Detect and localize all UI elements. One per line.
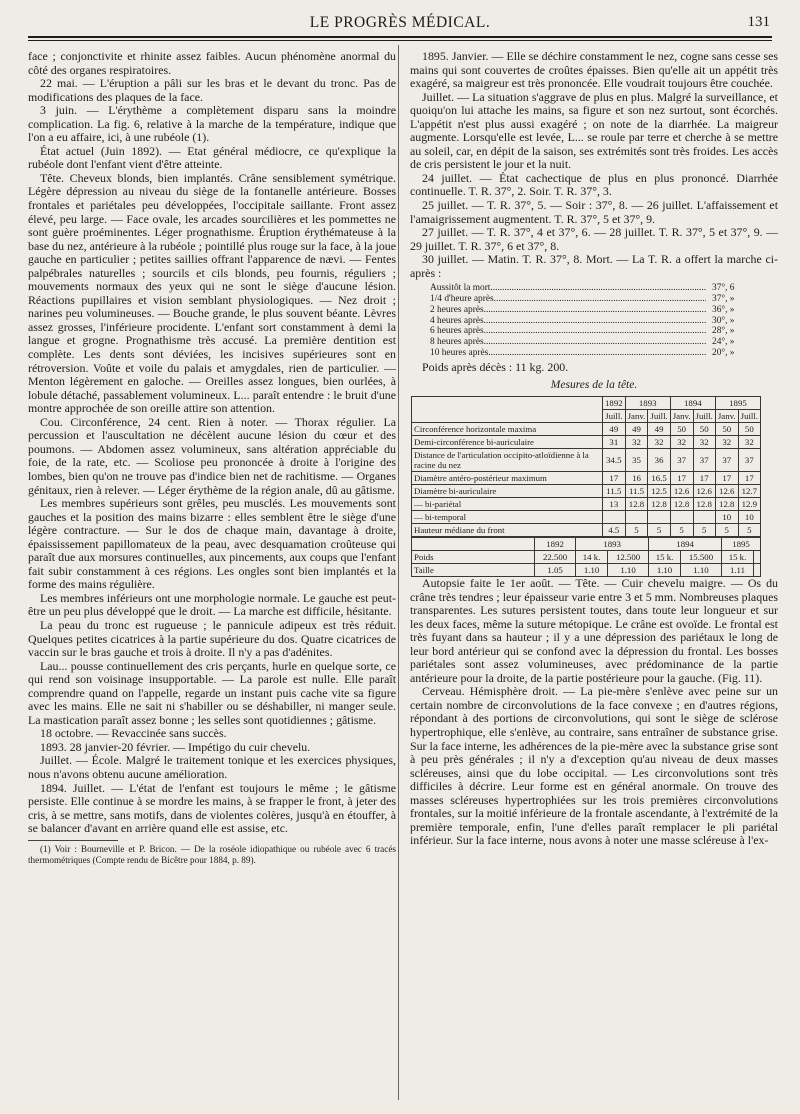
paragraph: face ; conjonctivite et rhinite assez faibles. Aucun phénomène anormal du côté des organes respiratoires. [28,50,396,77]
table-header: 1894 [649,537,722,550]
paragraph: 1894. Juillet. — L'état de l'enfant est toujours le même ; le gâtisme persiste. Elle continue à se mordre les mains, à se frapper le front, à jeter des cris, à se mettre, sans motifs, dans de violentes colères, jusqu'à en étouffer, à se balancer d'avant en arrière quand elle est assise, etc. [28,780,396,836]
table-row: — bi-temporal 10 10 [412,510,761,523]
right-column [410,50,778,1105]
table-header: Janv. [670,409,693,422]
paragraph: Les membres inférieurs ont une morphologie normale. Le gauche est peut-être un peu plus développé que le droit. — La marche est difficile, hésitante. [28,590,396,619]
paragraph: Cou. Circonférence, 24 cent. Rien à noter. — Thorax régulier. La percussion et l'auscultation ne décèlent aucune lésion du cœur et des poumons. — Abdomen assez volumineux, sans altération appréciable du foie, de la rate, etc. — Scoliose peu prononcée à droite à l'origine des lombes, bien qu'on ne trouve pas d'indice bien net de rachitisme. — Organes génitaux, rien à relever. — Léger érythème de la région anale, dû au gâtisme. [28,414,396,497]
paragraph: Juillet. — École. Malgré le traitement tonique et les exercices physiques, nous n'avons obtenu aucune amélioration. [28,753,396,781]
table-header: 1894 [670,396,715,409]
table-header: 1892 [603,396,626,409]
paragraph: Autopsie faite le 1er août. — Tête. — Cuir chevelu maigre. — Os du crâne très tendres ; leur épaisseur varie entre 3 et 5 mm. Nombreuses plaques transparentes. Les sutures persistent toutes, dans toute leur longueur et sur les deux faces, même la suture métopique. Le crâne est ovoïde. Le frontal est très fuyant dans sa hauteur ; il y a une dépression des pariétaux le long de leur bord antérieur qui se confond avec la dépression du frontal. Les bosses pariétales sont assez volumineuses, avec prédominance de la partie antérieure pour la droite, de la partie postérieure pour la gauche. (Fig. 11). [410,575,778,685]
list-item: 1/4 d'heure après ..... 37°, » [430,294,760,305]
table-header: 1895 [715,396,760,409]
running-header [30,14,770,36]
paragraph: Les membres supérieurs sont grêles, peu musclés. Les mouvements sont gauches et la position des mains bizarre : elles semblent être le siège d'une légère contracture. — Sur le dos de chaque main, davantage à droite, épaississement papillomateux de la peau, avec desquamation croûteuse qui paraît due aux morsures continuelles, aux pincements, aux coups que l'enfant fait subir constamment à ces régions. Les ongles sont bien implantés et la forme des mains régulière. [28,496,396,592]
table-header: 1893 [576,537,649,550]
paragraph: Juillet. — La situation s'aggrave de plus en plus. Malgré la surveillance, et quoiqu'on lui attache les mains, sa figure et son nez surtout, sont écorchés. L'appétit n'est plus aussi exagéré ; on note de la diarrhée. La maigreur augmente. Lorsqu'elle est levée, L... se roule par terre et cherche à se mettre au soleil, car, en dépit de la saison, ses extrémités sont très froides. Les accès de cris persistent le jour et la nuit. [410,89,778,172]
left-column [28,50,396,1112]
list-item: 6 heures après ..... 28°, » [430,326,760,337]
paragraph: 3 juin. — L'érythème a complètement disparu sans la moindre complication. La fig. 6, relative à la marche de la température, indique que l'on a eu affaire, ici, à une rubéole (1). [28,103,396,145]
paragraph: 22 mai. — L'éruption a pâli sur les bras et le devant du tronc. Pas de modifications des plaques de la face. [28,76,396,104]
table-header: 1893 [625,396,670,409]
table-header: Juill. [693,409,715,422]
table-header: Juill. [738,409,760,422]
table-row: Distance de l'articulation occipito-atloïdienne à la racine du nez 34.5 35 36 37 37 37 37 [412,448,761,471]
temperature-list [430,283,760,359]
table-header: Janv. [625,409,648,422]
list-item: 8 heures après ..... 24°, » [430,337,760,348]
head-measures-table [411,396,761,537]
table-row: Demi-circonférence bi-auriculaire 31 32 32 32 32 32 32 [412,435,761,448]
table-title: Mesures de la tête. [550,379,638,392]
table-row: Diamètre antéro-postérieur maximum 17 16 16.5 17 17 17 17 [412,471,761,484]
paragraph: Poids après décès : 11 kg. 200. [422,359,569,374]
header-rule-thin [28,40,772,41]
paragraph: 18 octobre. — Revaccinée sans succès. [40,726,227,741]
footnote-rule [28,840,118,841]
paragraph: 1893. 28 janvier-20 février. — Impétigo du cuir chevelu. [40,739,311,754]
journal-title: LE PROGRÈS MÉDICAL. [309,14,491,31]
table-header: Janv. [715,409,738,422]
page-number: 131 [747,14,770,30]
paragraph: La peau du tronc est rugueuse ; le pannicule adipeux est très réduit. Quelques petites cicatrices à la partie supérieure du dos. Quatre cicatrices de vaccin sur le bras gauche et trois à droite. Il n'y a pas d'adénites. [28,617,396,660]
list-item: 10 heures après ..... 20°, » [430,348,760,359]
paragraph: État actuel (Juin 1892). — Etat général médiocre, ce qu'explique la rubéole dont l'enfant vient d'être atteinte. [28,143,396,172]
table-row: Circonférence horizontale maxima 49 49 49 50 50 50 50 [412,422,761,435]
paragraph: 25 juillet. — T. R. 37°, 5. — Soir : 37°, 8. — 26 juillet. L'affaissement et l'amaigrissement augmentent. T. R. 37°, 5 et 37°, 9. [410,198,778,226]
paragraph: Lau... pousse continuellement des cris perçants, hurle en quelque sorte, ce qui rend son voisinage insupportable. — La parole est nulle. Elle paraît comprendre quand on l'appelle, regarde un instant puis cache vite sa figure avec les mains. Elle ne sait ni s'habiller ou se déshabiller, ni manger seule. La mastication paraît assez bonne ; les selles sont quotidiennes ; gâtisme. [28,658,396,727]
footnote: (1) Voir : Bourneville et P. Bricon. — De la roséole idiopathique ou rubéole avec 6 tracés thermométriques (Compte rendu de Bicêtre pour 1884, p. 89). [28,843,396,865]
table-row: — bi-pariétal 13 12.8 12.8 12.8 12.8 12.8 12.9 [412,497,761,510]
table-row: Taille 1.05 1.10 1.10 1.10 1.10 1.11 [412,563,761,576]
header-rule-thick [28,36,772,38]
list-item: 4 heures après ..... 30°, » [430,316,760,327]
table-header: Juill. [648,409,670,422]
paragraph: Cerveau. Hémisphère droit. — La pie-mère s'enlève avec peine sur un certain nombre de circonvolutions de la face convexe ; en d'autres régions, répondant à des portions de circonvolutions, qui sont le siège de sclérose hypertrophique, elle s'enlève, au contraire, sans entraîner de substance grise. Sur la face interne, les adhérences de la pie-mère avec la substance grise sont à peu près générales ; il n'y a d'exception qu'au niveau de deux masses scléreuses, ainsi que du lobe occipital. — Les circonvolutions sont très difficiles à décrire. Leur forme est en général anormale. On trouve des masses scléreuses hypertrophiées sur les trois premières circonvolutions frontales, sur la moitié inférieure de la frontale ascendante, à l'extrémité de la première temporale, enfin, l'une d'elles paraît remplacer le pli pariétal inférieur. Sur la face interne, nous avons à noter une masse scléreuse à l'ex- [410,684,778,848]
paragraph: 27 juillet. — T. R. 37°, 4 et 37°, 6. — 28 juillet. T. R. 37°, 5 et 37°, 9. — 29 juillet. T. R. 37°, 6 et 37°, 8. [410,225,778,253]
paragraph: 24 juillet. — État cachectique de plus en plus prononcé. Diarrhée continuelle. T. R. 37°, 2. Soir. T. R. 37°, 3. [410,170,778,199]
table-header: 1895 [722,537,761,550]
table-header: 1892 [535,537,576,550]
list-item: 2 heures après ..... 36°, » [430,305,760,316]
column-divider [398,45,399,1100]
table-header: Juill. [603,409,626,422]
list-item: Aussitôt la mort ..... 37°, 6 [430,283,760,294]
paragraph: 30 juillet. — Matin. T. R. 37°, 8. Mort. — La T. R. a offert la marche ci-après : [410,252,778,280]
paragraph: 1895. Janvier. — Elle se déchire constamment le nez, cogne sans cesse ses mains qui sont couvertes de croûtes épaisses. Bien qu'elle ait un appétit très exagéré, sa maigreur est très prononcée. Elle voudrait toujours être couchée. [410,50,778,91]
weight-height-table [411,537,761,577]
paragraph: Tête. Cheveux blonds, bien implantés. Crâne sensiblement symétrique. Légère dépression au niveau du siège de la fontanelle antérieure. Bosses frontales et pariétales peu développées, l'occipitale saillante. Front assez élevé, peu large. — Face ovale, les arcades sourcilières et les pommettes ne sont guère proéminentes. Léger prognathisme. Éruption érythémateuse à la base du nez, antérieure à la rubéole ; pointillé plus rouge sur la face, à la joue gauche en particulier ; petites saillies offrant l'apparence de nævi. — Fentes palpébrales naturelles ; sourcils et cils blonds, peu fournis, réguliers ; mouvements normaux des yeux qui ne sont le siège d'aucune lésion. Réactions pupillaires et vision semblant physiologiques. — Nez droit ; narines peu volumineuses. — Bouche grande, le plus souvent béante. Lèvres assez grosses, l'inférieure procidente. L'enfant sort constamment à demi la langue et grogne. Prognathisme très accusé. La première dentition est complète. Les dents sont déviées, les incisives supérieures sont en rétroversion. Voûte et voile du palais et amygdales, rien de particulier. — Menton légèrement en galoche. — Oreilles assez longues, bien ourlées, à lobule détaché, passablement volumineux. L... paraît entendre : le bruit d'une montre approchée de son oreille attire son attention. [28,170,396,416]
table-row: Hauteur médiane du front 4.5 5 5 5 5 5 5 [412,523,761,536]
table-row: Poids 22.500 14 k. 12.500 15 k. 15.500 15 k. [412,550,761,563]
table-row: Diamètre bi-auriculaire 11.5 11.5 12.5 12.6 12.6 12.6 12.7 [412,484,761,497]
